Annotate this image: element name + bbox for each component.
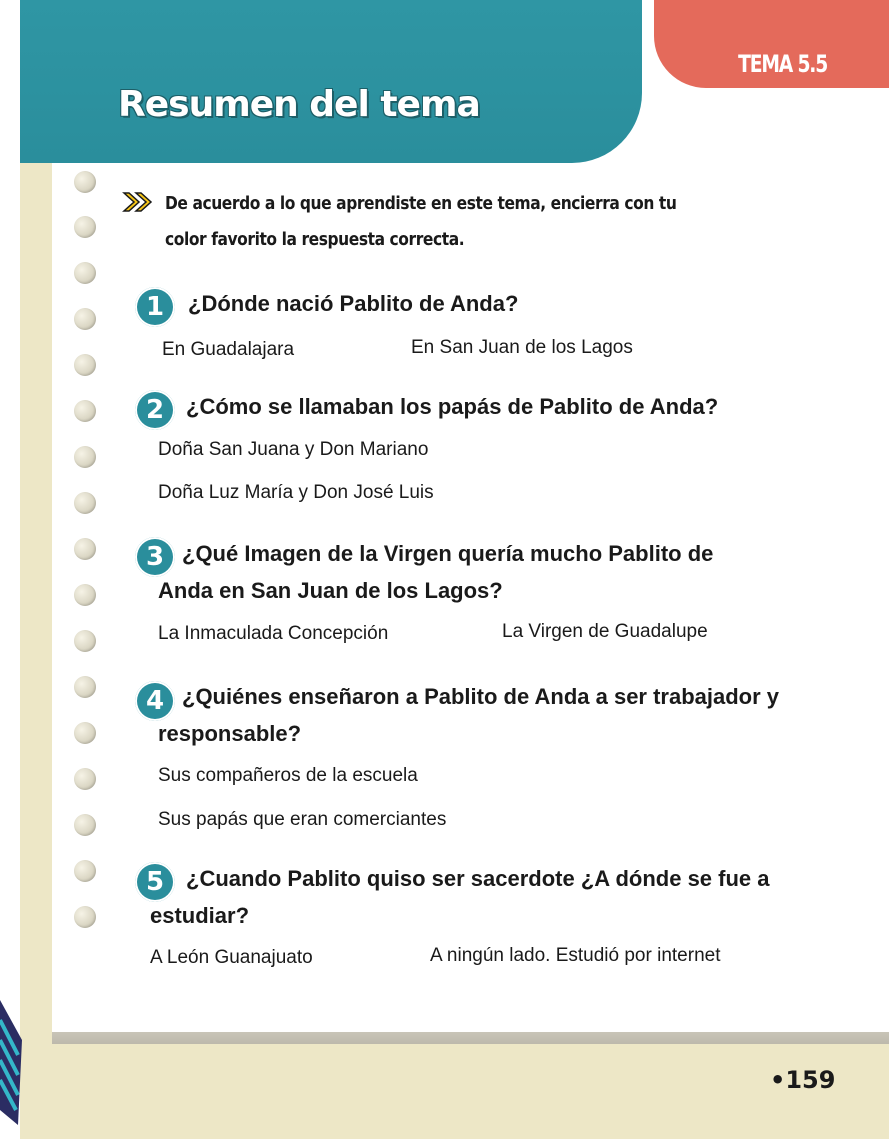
binder-ring <box>74 676 96 698</box>
tema-label: TEMA 5.5 <box>738 50 827 78</box>
answer-option[interactable]: Sus compañeros de la escuela <box>158 765 418 786</box>
binder-ring <box>74 262 96 284</box>
answer-option[interactable]: La Virgen de Guadalupe <box>502 621 708 642</box>
binder-ring <box>74 492 96 514</box>
answer-option[interactable]: A ningún lado. Estudió por internet <box>430 945 721 966</box>
binding-margin <box>20 160 52 1139</box>
binder-ring <box>74 584 96 606</box>
binder-ring <box>74 400 96 422</box>
page-title: Resumen del tema <box>118 84 480 125</box>
binder-ring <box>74 630 96 652</box>
binder-ring <box>74 860 96 882</box>
question-text: ¿Cómo se llamaban los papás de Pablito de Anda? <box>186 394 719 419</box>
binder-ring <box>74 814 96 836</box>
answer-option[interactable]: En San Juan de los Lagos <box>411 337 633 358</box>
question-number-badge: 2 <box>135 390 175 430</box>
question-text: ¿Cuando Pablito quiso ser sacerdote ¿A dónde se fue a estudiar? <box>150 866 770 928</box>
question-number-badge: 1 <box>135 287 175 327</box>
binder-ring <box>74 216 96 238</box>
answer-option[interactable]: La Inmaculada Concepción <box>158 623 389 644</box>
binder-ring <box>74 538 96 560</box>
question-number-badge: 4 <box>135 681 175 721</box>
binder-ring <box>74 354 96 376</box>
question-text: ¿Qué Imagen de la Virgen quería mucho Pablito de Anda en San Juan de los Lagos? <box>158 541 714 603</box>
answer-option[interactable]: En Guadalajara <box>162 339 295 360</box>
binder-ring <box>74 446 96 468</box>
question-number-badge: 3 <box>135 537 175 577</box>
answer-option[interactable]: A León Guanajuato <box>150 947 313 968</box>
binder-ring <box>74 722 96 744</box>
double-chevron-icon <box>122 190 156 214</box>
binder-ring <box>74 308 96 330</box>
question-text: ¿Dónde nació Pablito de Anda? <box>188 291 519 316</box>
page-left-edge <box>0 0 20 1139</box>
binder-ring <box>74 768 96 790</box>
page-number: •159 <box>770 1066 836 1094</box>
question-number-badge: 5 <box>135 862 175 902</box>
paper-shadow <box>52 1032 889 1044</box>
tema-tab <box>654 0 889 88</box>
header-banner <box>20 0 642 163</box>
page-footer-band <box>20 1040 889 1139</box>
answer-option[interactable]: Sus papás que eran comerciantes <box>158 809 447 830</box>
answer-option[interactable]: Doña San Juana y Don Mariano <box>158 439 429 460</box>
feather-decoration-icon <box>0 1000 22 1125</box>
binder-ring <box>74 906 96 928</box>
binder-ring <box>74 171 96 193</box>
question-text: ¿Quiénes enseñaron a Pablito de Anda a ser trabajador y responsable? <box>158 684 780 746</box>
answer-option[interactable]: Doña Luz María y Don José Luis <box>158 482 434 503</box>
instruction-text: De acuerdo a lo que aprendiste en este tema, encierra con tu color favorito la respuesta correcta. <box>165 193 677 250</box>
